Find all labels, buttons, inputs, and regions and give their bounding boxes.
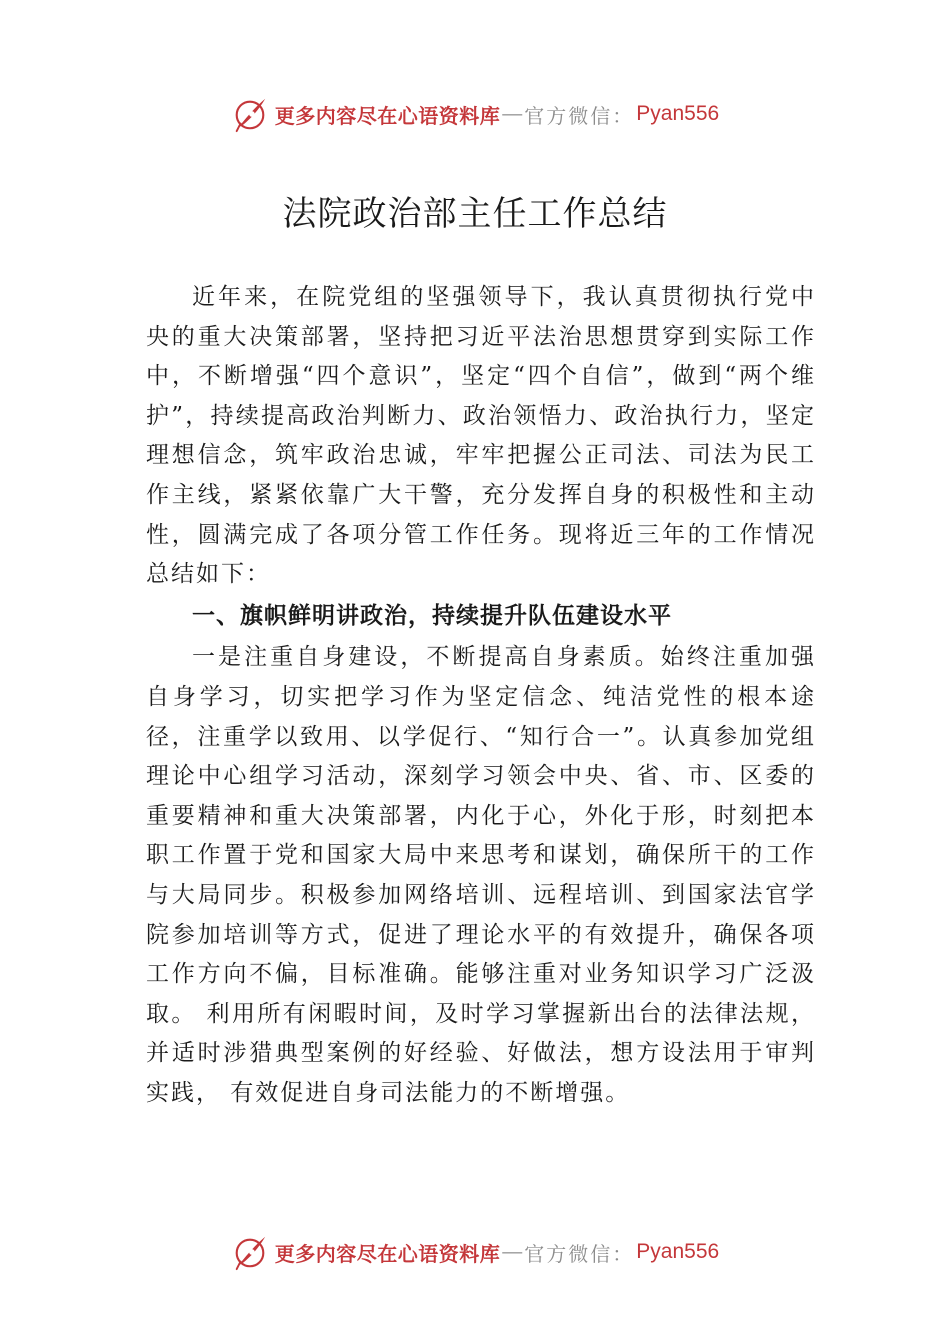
banner-brand-text: 更多内容尽在心语资料库 [274,103,501,128]
quill-pen-logo-icon [231,1233,269,1271]
document-body [146,278,816,1113]
banner-wechat-label: 官方微信： [524,103,635,128]
intro-paragraph: 近年来，在院党组的坚强领导下，我认真贯彻执行党中央的重大决策部署，坚持把习近平法治思想贯穿到实际工作中，不断增强“四个意识”，坚定“四个自信”，做到“两个维护”，持续提高政治判断力、政治领悟力、政治执行力，坚定理想信念，筑牢政治忠诚，牢牢把握公正司法、司法为民工作主线，紧紧依靠广大干警，充分发挥自身的积极性和主动性，圆满完成了各项分管工作任务。现将近三年的工作情况总结如下： [146,284,816,588]
footer-banner [0,1230,950,1274]
header-banner [0,92,950,136]
banner-wechat-id: Pyan556 [636,102,720,125]
banner-dash: — [502,102,523,125]
section-heading: 一、旗帜鲜明讲政治，持续提升队伍建设水平 [192,602,672,629]
body-paragraph: 一是注重自身建设，不断提高自身素质。始终注重加强自身学习，切实把学习作为坚定信念、纯洁党性的根本途径，注重学以致用、以学促行、“知行合一”。认真参加党组理论中心组学习活动，深刻学习领会中央、省、市、区委的重要精神和重大决策部署，内化于心，外化于形，时刻把本职工作置于党和国家大局中来思考和谋划，确保所干的工作与大局同步。积极参加网络培训、远程培训、到国家法官学院参加培训等方式，促进了理论水平的有效提升，确保各项工作方向不偏，目标准确。能够注重对业务知识学习广泛汲取。 利用所有闲暇时间，及时学习掌握新出台的法律法规，并适时涉猎典型案例的好经验、好做法，想方设法用于审判实践， 有效促进自身司法能力的不断增强。 [146,644,816,1106]
banner-wechat-label: 官方微信： [524,1241,635,1266]
quill-pen-logo-icon [231,95,269,133]
banner-dash: — [502,1240,523,1263]
banner-wechat-id: Pyan556 [636,1240,720,1263]
banner-brand-text: 更多内容尽在心语资料库 [274,1241,501,1266]
document-title: 法院政治部主任工作总结 [282,194,668,234]
